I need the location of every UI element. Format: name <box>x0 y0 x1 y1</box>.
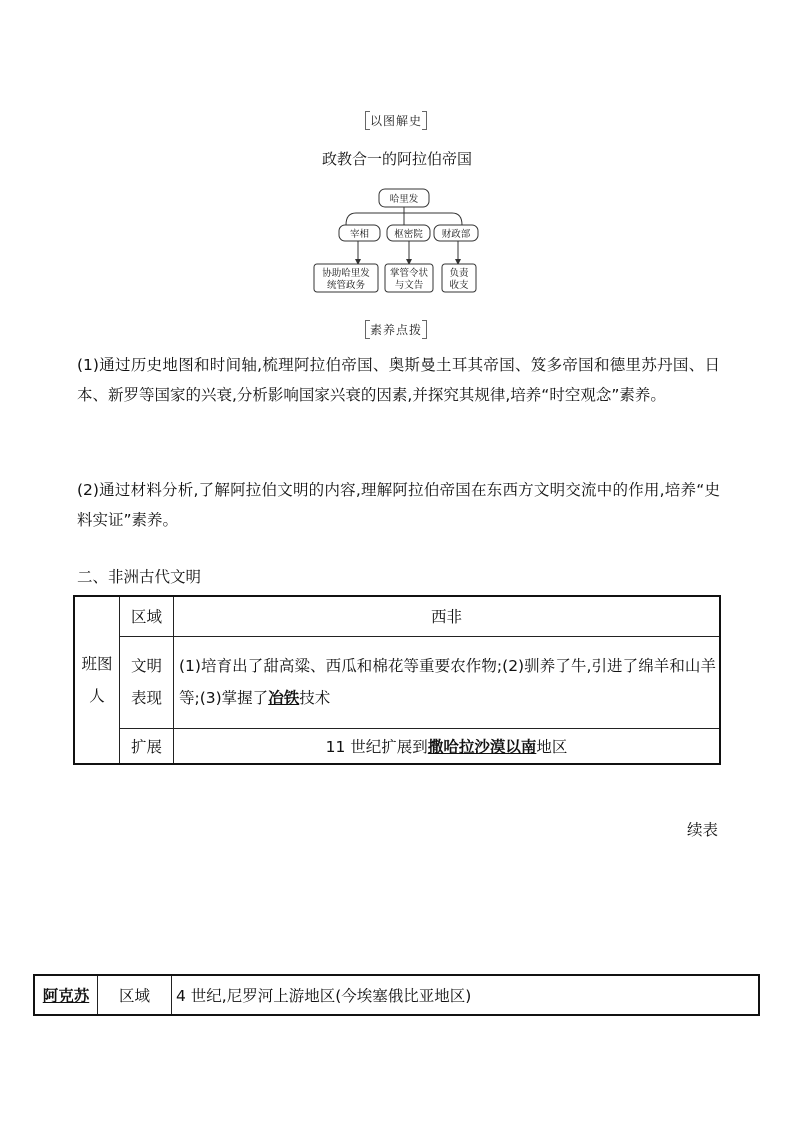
office-node-label-1: 宰相 <box>349 229 370 240</box>
section-tag-illustration: 以图解史 <box>366 112 426 129</box>
keyword-sub-saharan: 撒哈拉沙漠以南 <box>427 737 537 756</box>
section-heading-africa: 二、非洲古代文明 <box>77 568 202 586</box>
org-chart-diagram <box>0 180 794 310</box>
civilization-text-a: (1)培育出了甜高粱、西瓜和棉花等重要农作物;(2)驯养了牛,引进了绵羊和山羊等;(3)掌握了 <box>179 657 716 707</box>
duty-node-label-3b: 收支 <box>449 280 469 291</box>
duty-node-label-3a: 负责 <box>449 268 469 279</box>
expansion-text-b: 地区 <box>536 737 568 756</box>
literacy-point-2: (2)通过材料分析,了解阿拉伯文明的内容,理解阿拉伯帝国在东西方文明交流中的作用,培养“史料实证”素养。 <box>77 481 720 529</box>
expansion-content <box>174 728 721 764</box>
office-node-label-3: 财政部 <box>441 229 471 240</box>
literacy-point-1: (1)通过历史地图和时间轴,梳理阿拉伯帝国、奥斯曼土耳其帝国、笈多帝国和德里苏丹国、日本、新罗等国家的兴衰,分析影响国家兴衰的因素,并探究其规律,培养“时空观念”素养。 <box>77 356 720 404</box>
aksum-row-header <box>34 975 98 1015</box>
civilization-label <box>120 636 174 728</box>
aksum-region-label: 区域 <box>98 975 172 1015</box>
bantu-row-header <box>74 596 120 764</box>
aksum-row-header-text: 阿克苏 <box>42 987 90 1005</box>
bantu-table <box>73 595 721 765</box>
bantu-row-header-line-2: 人 <box>89 687 105 705</box>
region-content: 西非 <box>174 596 721 636</box>
duty-node-label-1a: 协助哈里发 <box>322 268 370 279</box>
duty-node-label-1b: 统管政务 <box>326 280 366 291</box>
aksum-table <box>33 974 760 1016</box>
root-node-label: 哈里发 <box>389 194 419 205</box>
duty-node-label-2b: 与文告 <box>394 280 424 291</box>
civilization-label-line-2: 表现 <box>130 689 162 707</box>
region-label: 区域 <box>120 596 174 636</box>
section-tag-literacy: 素养点拨 <box>366 321 426 338</box>
continued-table-label: 续表 <box>686 821 718 839</box>
civilization-text-b: 技术 <box>299 689 331 707</box>
expansion-text-a: 11 世纪扩展到 <box>325 737 428 756</box>
office-node-label-2: 枢密院 <box>394 229 423 240</box>
civilization-content <box>174 636 721 728</box>
aksum-region-content: 4 世纪,尼罗河上游地区(今埃塞俄比亚地区) <box>172 975 760 1015</box>
duty-node-label-2a: 掌管令状 <box>389 268 429 279</box>
diagram-title: 政教合一的阿拉伯帝国 <box>321 150 472 168</box>
bantu-row-header-line-1: 班图 <box>81 655 113 673</box>
civilization-label-line-1: 文明 <box>130 657 162 675</box>
keyword-iron-smelting: 冶铁 <box>268 689 300 707</box>
expansion-label: 扩展 <box>120 728 174 764</box>
